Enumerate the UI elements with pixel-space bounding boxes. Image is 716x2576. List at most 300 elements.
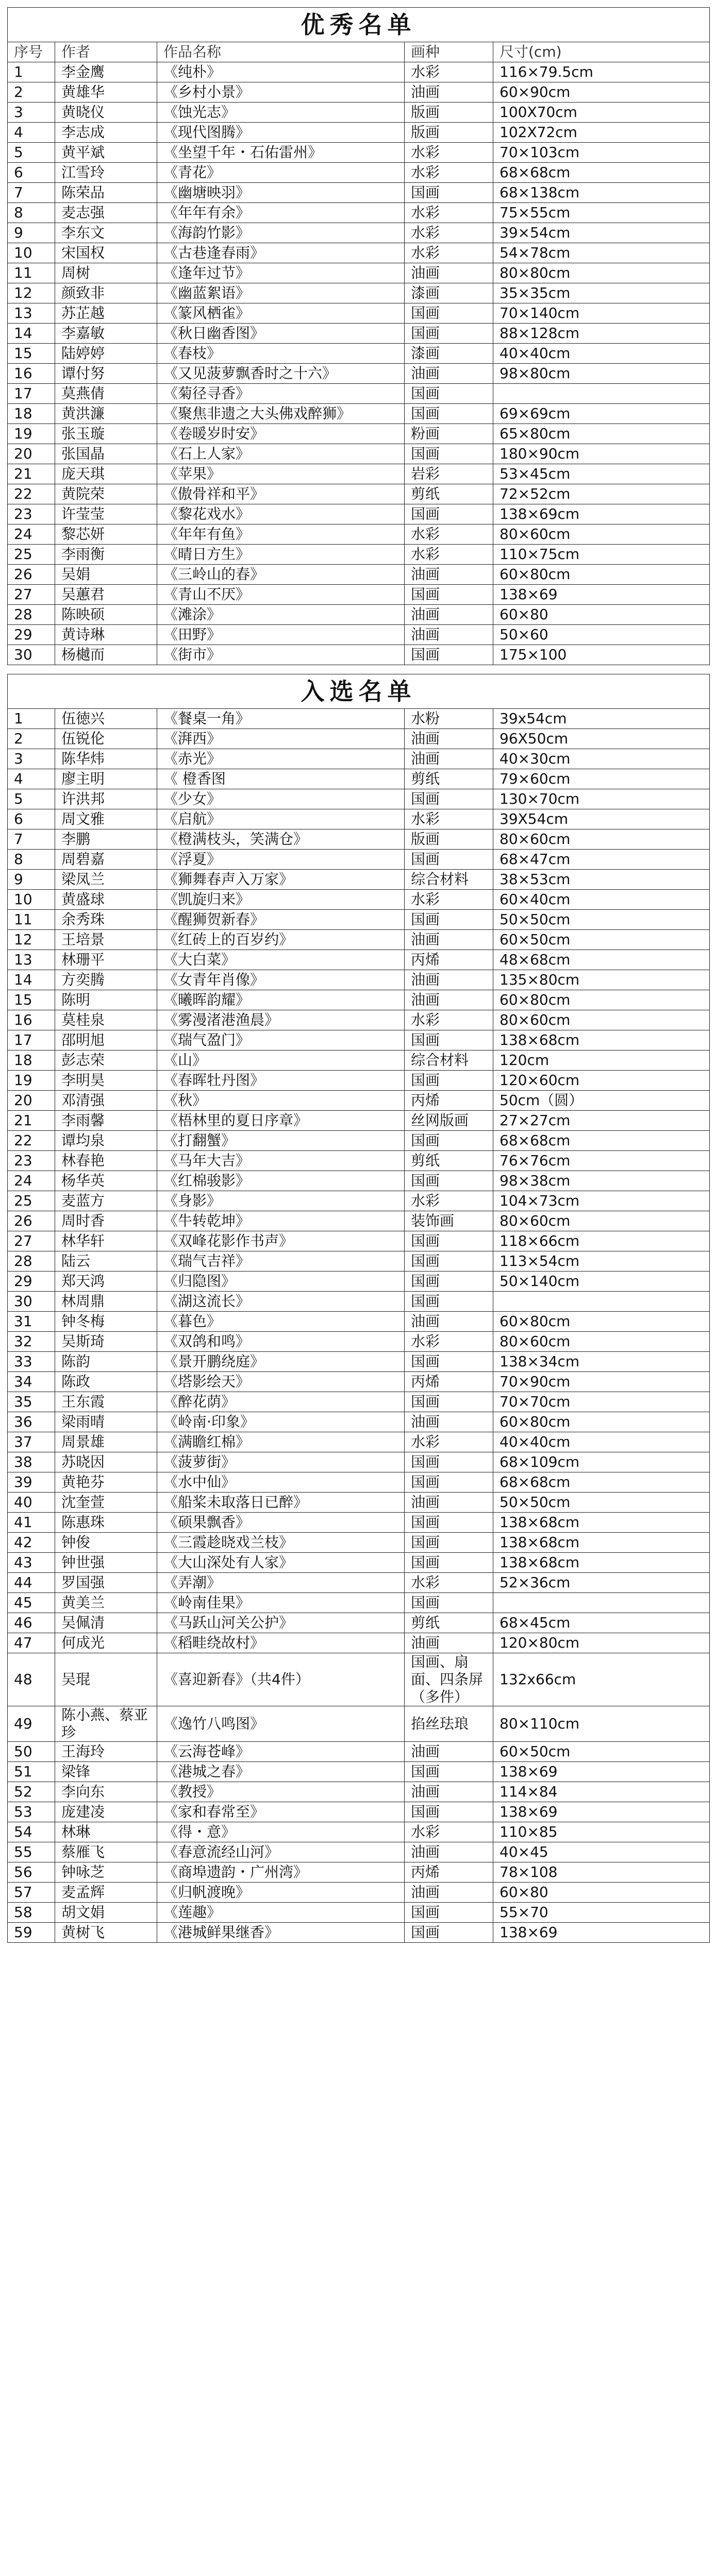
cell-work: 《街市》 (157, 645, 405, 665)
cell-no: 8 (8, 850, 55, 870)
cell-medium: 水彩 (405, 1432, 493, 1452)
table-row (8, 123, 710, 143)
cell-medium: 国画 (405, 645, 493, 665)
cell-no: 59 (8, 1923, 55, 1943)
cell-size: 104×73cm (493, 1191, 710, 1211)
cell-work: 《黎花戏水》 (157, 504, 405, 524)
cell-size: 40×30cm (493, 749, 710, 769)
cell-no: 7 (8, 183, 55, 203)
cell-no: 51 (8, 1762, 55, 1782)
cell-size: 120cm (493, 1050, 710, 1071)
cell-size: 70×90cm (493, 1372, 710, 1392)
table-row (8, 324, 710, 344)
cell-author: 庞建凌 (55, 1802, 157, 1822)
table-row (8, 930, 710, 950)
cell-no: 24 (8, 1171, 55, 1191)
award-list-document (7, 7, 709, 1943)
cell-author: 黄树飞 (55, 1923, 157, 1943)
cell-size: 53×45cm (493, 464, 710, 484)
cell-no: 25 (8, 1191, 55, 1211)
cell-no: 5 (8, 789, 55, 809)
header-no: 序号 (8, 42, 55, 62)
cell-no: 43 (8, 1553, 55, 1573)
table-row (8, 1923, 710, 1943)
cell-no: 28 (8, 1251, 55, 1272)
cell-size: 76×76cm (493, 1151, 710, 1171)
table-row (8, 1352, 710, 1372)
cell-author: 谭付努 (55, 364, 157, 384)
table-row (8, 143, 710, 163)
cell-medium: 水彩 (405, 1010, 493, 1030)
table-row (8, 1251, 710, 1272)
table-row (8, 103, 710, 123)
cell-work: 《满瞻红棉》 (157, 1432, 405, 1452)
cell-no: 38 (8, 1452, 55, 1472)
cell-size: 68×45cm (493, 1613, 710, 1633)
cell-medium: 水彩 (405, 1573, 493, 1593)
cell-no: 18 (8, 404, 55, 424)
cell-author: 李嘉敏 (55, 324, 157, 344)
cell-author: 陈映硕 (55, 605, 157, 625)
cell-work: 《湖这流长》 (157, 1292, 405, 1312)
cell-no: 11 (8, 910, 55, 930)
table-row (8, 344, 710, 364)
cell-work: 《晴日方生》 (157, 545, 405, 565)
cell-author: 李向东 (55, 1782, 157, 1802)
cell-medium: 国画 (405, 789, 493, 809)
table-row (8, 1742, 710, 1762)
cell-no: 4 (8, 769, 55, 789)
cell-work: 《瑞气吉祥》 (157, 1251, 405, 1272)
table-row (8, 1452, 710, 1472)
cell-author: 黄洪濂 (55, 404, 157, 424)
cell-medium: 水粉 (405, 709, 493, 729)
cell-no: 41 (8, 1513, 55, 1533)
cell-author: 林琳 (55, 1822, 157, 1842)
cell-author: 苏芷越 (55, 303, 157, 324)
cell-work: 《春晖牡丹图》 (157, 1071, 405, 1091)
section-spacer (8, 665, 710, 674)
table-row (8, 444, 710, 464)
cell-work: 《喜迎新春》（共4件） (157, 1653, 405, 1706)
cell-work: 《水中仙》 (157, 1472, 405, 1493)
cell-size: 60×80 (493, 1883, 710, 1903)
cell-author: 梁锋 (55, 1762, 157, 1782)
cell-author: 李雨馨 (55, 1111, 157, 1131)
cell-no: 23 (8, 504, 55, 524)
cell-size: 138×68cm (493, 1513, 710, 1533)
cell-size: 78×108 (493, 1862, 710, 1883)
cell-work: 《蚀光志》 (157, 103, 405, 123)
cell-no: 52 (8, 1782, 55, 1802)
cell-work: 《启航》 (157, 809, 405, 829)
cell-no: 36 (8, 1412, 55, 1432)
table-row (8, 625, 710, 645)
cell-no: 49 (8, 1706, 55, 1742)
cell-size: 80×60cm (493, 1332, 710, 1352)
cell-size (493, 1593, 710, 1613)
cell-medium: 国画 (405, 324, 493, 344)
cell-work: 《春枝》 (157, 344, 405, 364)
cell-author: 杨华英 (55, 1171, 157, 1191)
cell-medium: 国画 (405, 1030, 493, 1050)
cell-size: 138×69 (493, 585, 710, 605)
cell-author: 梁雨晴 (55, 1412, 157, 1432)
cell-medium: 水彩 (405, 203, 493, 223)
cell-author: 方奕腾 (55, 970, 157, 990)
cell-work: 《家和春常至》 (157, 1802, 405, 1822)
cell-medium: 剪纸 (405, 484, 493, 504)
cell-author: 伍徳兴 (55, 709, 157, 729)
cell-medium: 油画 (405, 1782, 493, 1802)
cell-no: 26 (8, 565, 55, 585)
cell-medium: 水彩 (405, 809, 493, 829)
cell-work: 《双鸽和鸣》 (157, 1332, 405, 1352)
cell-work: 《船桨未取落日已醉》 (157, 1493, 405, 1513)
cell-medium: 水彩 (405, 545, 493, 565)
cell-author: 王东霞 (55, 1392, 157, 1412)
cell-medium: 国画 (405, 1923, 493, 1943)
cell-author: 张国晶 (55, 444, 157, 464)
table-row (8, 1493, 710, 1513)
cell-author: 黄艳芬 (55, 1472, 157, 1493)
cell-size: 72×52cm (493, 484, 710, 504)
cell-work: 《马年大吉》 (157, 1151, 405, 1171)
cell-size: 68×109cm (493, 1452, 710, 1472)
cell-work: 《浮夏》 (157, 850, 405, 870)
cell-author: 陈华炜 (55, 749, 157, 769)
cell-no: 10 (8, 243, 55, 263)
cell-size: 60×40cm (493, 890, 710, 910)
table-row (8, 504, 710, 524)
cell-author: 胡文娟 (55, 1903, 157, 1923)
table-row (8, 950, 710, 970)
cell-medium: 油画 (405, 1842, 493, 1862)
table-row (8, 605, 710, 625)
cell-size: 39×54cm (493, 223, 710, 243)
cell-work: 《年年有余》 (157, 203, 405, 223)
cell-medium: 国画 (405, 183, 493, 203)
table-row (8, 829, 710, 850)
cell-no: 30 (8, 645, 55, 665)
table-row (8, 1010, 710, 1030)
cell-no: 34 (8, 1372, 55, 1392)
cell-author: 周树 (55, 263, 157, 283)
cell-author: 李明昊 (55, 1071, 157, 1091)
cell-no: 3 (8, 749, 55, 769)
cell-no: 58 (8, 1903, 55, 1923)
cell-medium: 国画 (405, 444, 493, 464)
cell-size: 138×68cm (493, 1030, 710, 1050)
cell-author: 张玉璇 (55, 424, 157, 444)
table-row (8, 1211, 710, 1231)
cell-work: 《牛转乾坤》 (157, 1211, 405, 1231)
cell-no: 17 (8, 1030, 55, 1050)
table-row (8, 1272, 710, 1292)
cell-size: 180×90cm (493, 444, 710, 464)
cell-medium: 版画 (405, 103, 493, 123)
cell-medium: 国画 (405, 1292, 493, 1312)
cell-no: 31 (8, 1312, 55, 1332)
section-title: 优秀名单 (8, 8, 710, 42)
cell-author: 黄晓仪 (55, 103, 157, 123)
cell-size: 54×78cm (493, 243, 710, 263)
cell-size: 114×84 (493, 1782, 710, 1802)
cell-medium: 剪纸 (405, 769, 493, 789)
cell-author: 林珊平 (55, 950, 157, 970)
cell-author: 彭志荣 (55, 1050, 157, 1071)
cell-medium: 丙烯 (405, 1372, 493, 1392)
cell-no: 37 (8, 1432, 55, 1452)
cell-author: 吴娟 (55, 565, 157, 585)
cell-no: 1 (8, 62, 55, 82)
cell-author: 吴琨 (55, 1653, 157, 1706)
cell-no: 19 (8, 424, 55, 444)
cell-size: 65×80cm (493, 424, 710, 444)
cell-medium: 版画 (405, 123, 493, 143)
cell-author: 杨樾而 (55, 645, 157, 665)
table-row (8, 1030, 710, 1050)
cell-work: 《归帆渡晚》 (157, 1883, 405, 1903)
header-size: 尺寸(cm) (493, 42, 710, 62)
cell-work: 《塔影绘天》 (157, 1372, 405, 1392)
cell-size: 60×50cm (493, 930, 710, 950)
cell-author: 许洪邦 (55, 789, 157, 809)
cell-size: 60×80 (493, 605, 710, 625)
table-row (8, 585, 710, 605)
cell-size: 138×69 (493, 1802, 710, 1822)
cell-size: 96X50cm (493, 729, 710, 749)
cell-size: 120×60cm (493, 1071, 710, 1091)
cell-author: 廖主明 (55, 769, 157, 789)
cell-size (493, 384, 710, 404)
cell-size: 70×140cm (493, 303, 710, 324)
table-row (8, 243, 710, 263)
cell-no: 22 (8, 1131, 55, 1151)
cell-author: 陈明 (55, 990, 157, 1010)
cell-size: 39X54cm (493, 809, 710, 829)
cell-size: 175×100 (493, 645, 710, 665)
cell-medium: 油画 (405, 990, 493, 1010)
table-row (8, 990, 710, 1010)
table-row (8, 203, 710, 223)
cell-work: 《凯旋归来》 (157, 890, 405, 910)
table-row (8, 1231, 710, 1251)
cell-medium: 国画 (405, 1903, 493, 1923)
cell-work: 《聚焦非遗之大头佛戏醉狮》 (157, 404, 405, 424)
cell-size: 138×34cm (493, 1352, 710, 1372)
cell-work: 《莲趣》 (157, 1903, 405, 1923)
cell-size: 60×80cm (493, 1412, 710, 1432)
cell-size: 48×68cm (493, 950, 710, 970)
cell-medium: 丙烯 (405, 950, 493, 970)
table-row (8, 1071, 710, 1091)
cell-no: 7 (8, 829, 55, 850)
cell-no: 29 (8, 625, 55, 645)
cell-author: 陆婷婷 (55, 344, 157, 364)
cell-no: 12 (8, 283, 55, 303)
cell-work: 《逸竹八鸣图》 (157, 1706, 405, 1742)
cell-medium: 油画 (405, 565, 493, 585)
cell-work: 《硕果飘香》 (157, 1513, 405, 1533)
table-row (8, 1862, 710, 1883)
cell-work: 《春意流经山河》 (157, 1842, 405, 1862)
table-row (8, 223, 710, 243)
cell-medium: 掐丝珐琅 (405, 1706, 493, 1742)
cell-size: 27×27cm (493, 1111, 710, 1131)
cell-size (493, 1292, 710, 1312)
cell-work: 《年年有鱼》 (157, 524, 405, 545)
cell-no: 23 (8, 1151, 55, 1171)
cell-size: 40×40cm (493, 1432, 710, 1452)
cell-size: 80×110cm (493, 1706, 710, 1742)
cell-work: 《弄潮》 (157, 1573, 405, 1593)
table-row (8, 1802, 710, 1822)
table-row (8, 283, 710, 303)
cell-author: 邓清强 (55, 1091, 157, 1111)
cell-medium: 丙烯 (405, 1862, 493, 1883)
cell-size: 68×68cm (493, 1131, 710, 1151)
cell-work: 《又见菠萝飘香时之十六》 (157, 364, 405, 384)
cell-author: 江雪玲 (55, 163, 157, 183)
cell-work: 《梧林里的夏日序章》 (157, 1111, 405, 1131)
cell-size: 60×50cm (493, 1742, 710, 1762)
table-row (8, 1171, 710, 1191)
cell-medium: 国画 (405, 1472, 493, 1493)
table-row (8, 1573, 710, 1593)
cell-work: 《乡村小景》 (157, 82, 405, 103)
table-row (8, 484, 710, 504)
cell-work: 《海韵竹影》 (157, 223, 405, 243)
section-spacer-cell (8, 665, 710, 674)
cell-no: 4 (8, 123, 55, 143)
cell-author: 周碧嘉 (55, 850, 157, 870)
cell-size: 118×66cm (493, 1231, 710, 1251)
cell-work: 《红棉骏影》 (157, 1171, 405, 1191)
cell-author: 沈奎萱 (55, 1493, 157, 1513)
cell-no: 16 (8, 364, 55, 384)
cell-author: 蔡雁飞 (55, 1842, 157, 1862)
cell-work: 《红砖上的百岁约》 (157, 930, 405, 950)
cell-medium: 油画 (405, 625, 493, 645)
cell-size: 60×90cm (493, 82, 710, 103)
cell-no: 9 (8, 223, 55, 243)
cell-author: 周景雄 (55, 1432, 157, 1452)
cell-no: 10 (8, 890, 55, 910)
cell-author: 宋国权 (55, 243, 157, 263)
cell-medium: 丙烯 (405, 1091, 493, 1111)
cell-author: 黄美兰 (55, 1593, 157, 1613)
cell-medium: 油画 (405, 970, 493, 990)
cell-size: 60×80cm (493, 565, 710, 585)
cell-no: 46 (8, 1613, 55, 1633)
cell-size: 68×47cm (493, 850, 710, 870)
cell-no: 2 (8, 82, 55, 103)
cell-size: 100X70cm (493, 103, 710, 123)
table-row (8, 1412, 710, 1432)
cell-author: 林华轩 (55, 1231, 157, 1251)
table-row (8, 1091, 710, 1111)
cell-author: 王培景 (55, 930, 157, 950)
cell-work: 《瑞气盈门》 (157, 1030, 405, 1050)
cell-author: 许莹莹 (55, 504, 157, 524)
table-row (8, 709, 710, 729)
cell-no: 14 (8, 324, 55, 344)
table-row (8, 1472, 710, 1493)
cell-size: 39x54cm (493, 709, 710, 729)
table-row (8, 404, 710, 424)
cell-medium: 水彩 (405, 1332, 493, 1352)
table-row (8, 1292, 710, 1312)
cell-medium: 国画 (405, 1352, 493, 1372)
cell-size: 55×70 (493, 1903, 710, 1923)
cell-work: 《港城鲜果继香》 (157, 1923, 405, 1943)
cell-author: 苏晓因 (55, 1452, 157, 1472)
cell-size: 69×69cm (493, 404, 710, 424)
cell-medium: 装饰画 (405, 1211, 493, 1231)
cell-medium: 漆画 (405, 283, 493, 303)
cell-medium: 水彩 (405, 243, 493, 263)
cell-size: 132x66cm (493, 1653, 710, 1706)
cell-author: 黎芯妍 (55, 524, 157, 545)
table-row (8, 1706, 710, 1742)
cell-no: 39 (8, 1472, 55, 1493)
table-row (8, 545, 710, 565)
cell-medium: 综合材料 (405, 1050, 493, 1071)
cell-size: 80×60cm (493, 1211, 710, 1231)
cell-medium: 国画 (405, 1392, 493, 1412)
cell-size: 110×85 (493, 1822, 710, 1842)
cell-medium: 岩彩 (405, 464, 493, 484)
table-row (8, 1593, 710, 1613)
cell-no: 13 (8, 303, 55, 324)
table-row (8, 1613, 710, 1633)
cell-author: 郑天鸿 (55, 1272, 157, 1292)
cell-work: 《女青年肖像》 (157, 970, 405, 990)
table-row (8, 1332, 710, 1352)
cell-medium: 油画 (405, 1412, 493, 1432)
table-row (8, 1111, 710, 1131)
cell-size: 50×140cm (493, 1272, 710, 1292)
cell-work: 《得・意》 (157, 1822, 405, 1842)
cell-work: 《橙满枝头，笑满仓》 (157, 829, 405, 850)
cell-medium: 油画 (405, 1633, 493, 1653)
cell-work: 《稻畦绕故村》 (157, 1633, 405, 1653)
table-row (8, 890, 710, 910)
cell-no: 50 (8, 1742, 55, 1762)
cell-size: 75×55cm (493, 203, 710, 223)
table-row (8, 645, 710, 665)
cell-medium: 国画 (405, 1762, 493, 1782)
table-row (8, 769, 710, 789)
cell-no: 22 (8, 484, 55, 504)
cell-size: 80×60cm (493, 1010, 710, 1030)
cell-work: 《傲骨祥和平》 (157, 484, 405, 504)
cell-author: 陈荣品 (55, 183, 157, 203)
cell-medium: 国画 (405, 1513, 493, 1533)
cell-no: 14 (8, 970, 55, 990)
cell-no: 8 (8, 203, 55, 223)
cell-size: 70×70cm (493, 1392, 710, 1412)
award-list-body (8, 8, 710, 1943)
cell-no: 54 (8, 1822, 55, 1842)
cell-size: 50×60 (493, 625, 710, 645)
cell-author: 麦蓝方 (55, 1191, 157, 1211)
header-medium: 画种 (405, 42, 493, 62)
cell-work: 《港城之春》 (157, 1762, 405, 1782)
cell-work: 《马跃山河关公护》 (157, 1613, 405, 1633)
cell-medium: 油画 (405, 930, 493, 950)
